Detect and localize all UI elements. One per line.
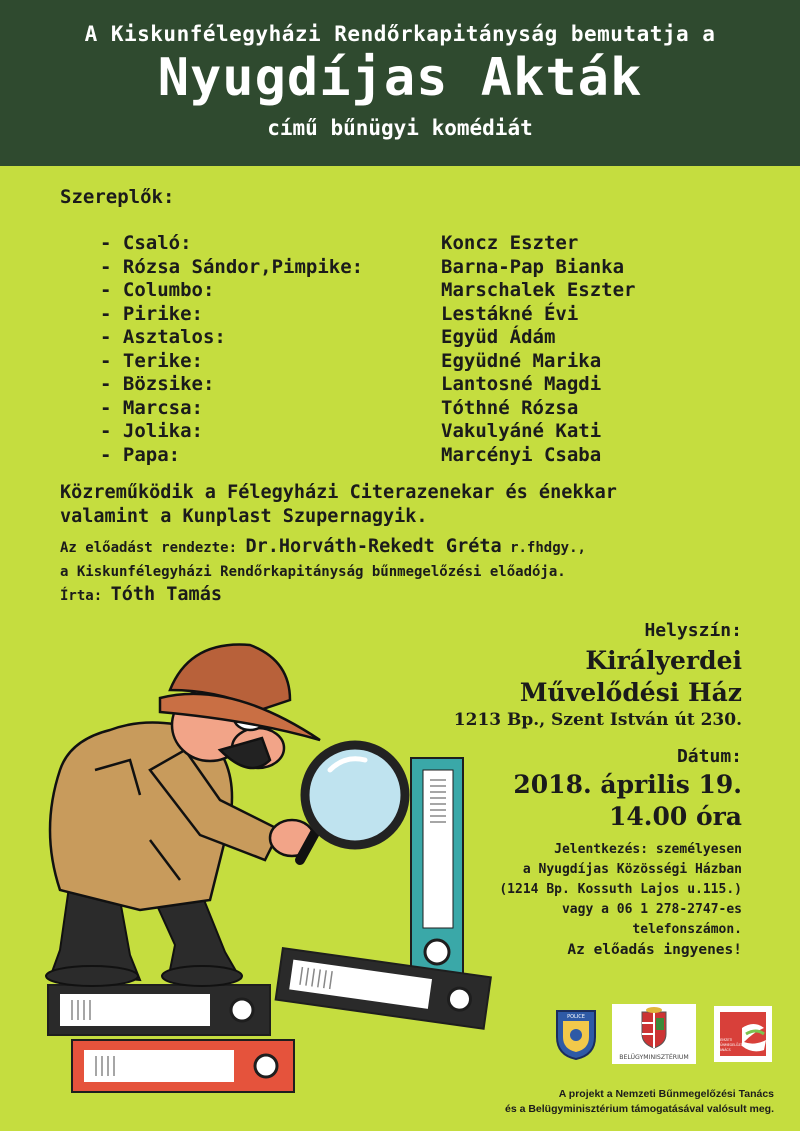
venue-address: 1213 Bp., Szent István út 230. [453, 710, 742, 730]
poster-title: Nyugdíjas Akták [157, 48, 643, 108]
contributors-line-1: Közreműködik a Félegyházi Citerazenekar és énekkar [60, 482, 617, 503]
registration-line-3: (1214 Bp. Kossuth Lajos u.115.) [499, 882, 742, 897]
cast-role: - Rózsa Sándor,Pimpike: [100, 255, 364, 278]
cast-actor: Barna-Pap Bianka [441, 255, 625, 278]
binder-red [72, 1040, 294, 1092]
cast-actor: Marschalek Eszter [441, 279, 636, 301]
cast-actor: Koncz Eszter [441, 232, 579, 254]
cast-row [100, 444, 720, 468]
cast-actor: Tóthné Rózsa [441, 396, 579, 419]
crime-prevention-council-logo [714, 1006, 772, 1062]
cast-actor: Lantosné Magdi [441, 373, 602, 395]
council-logo-text-2: BŰNMEGELŐZÉSI [718, 1043, 746, 1047]
cast-actor: Marcényi Csaba [441, 443, 602, 466]
registration-line-2: a Nyugdíjas Közösségi Házban [522, 862, 742, 877]
cast-row [100, 279, 720, 303]
ministry-logo [612, 1004, 696, 1064]
writer-credit [60, 584, 222, 605]
ministry-logo-text: BELÜGYMINISZTÉRIUM [619, 1054, 689, 1061]
cast-row [100, 350, 720, 374]
writer-name: Tóth Tamás [110, 584, 222, 605]
cast-role: - Papa: [100, 443, 181, 466]
director-credit [60, 536, 586, 557]
cast-role: - Csaló: [100, 232, 192, 254]
cast-actor: Lestákné Évi [441, 302, 579, 325]
written-prefix: Írta: [60, 588, 103, 604]
binder-black [48, 985, 270, 1035]
cast-list [100, 232, 720, 467]
venue-name-1: Királyerdei [585, 646, 742, 675]
cast-row [100, 420, 720, 444]
cast-role: - Pirike: [100, 302, 203, 325]
police-logo-text: POLICE [567, 1014, 585, 1020]
registration-line-1: Jelentkezés: személyesen [554, 842, 742, 857]
event-date: 2018. április 19. [513, 770, 742, 799]
cast-row [100, 373, 720, 397]
registration-line-4: vagy a 06 1 278-2747-es [561, 902, 742, 917]
funding-note [505, 1087, 774, 1117]
detective-illustration [0, 620, 500, 1100]
event-time: 14.00 óra [608, 802, 742, 831]
registration-info [499, 840, 742, 940]
funding-line-2: és a Belügyminisztérium támogatásával valósult meg. [504, 1103, 774, 1115]
free-admission: Az előadás ingyenes! [567, 942, 742, 958]
cast-row [100, 232, 720, 256]
contributors-text [60, 481, 617, 529]
cast-role: - Jolika: [100, 420, 203, 442]
council-logo-text-1: NEMZETI [718, 1038, 733, 1042]
funding-line-1: A projekt a Nemzeti Bűnmegelőzési Tanács [558, 1088, 774, 1100]
cast-actor: Együd Ádám [441, 326, 556, 348]
cast-heading: Szereplők: [60, 186, 175, 208]
header-subtitle: című bűnügyi komédiát [267, 116, 533, 140]
cast-row [100, 303, 720, 327]
police-logo [553, 1007, 599, 1061]
contributors-line-2: valamint a Kunplast Szupernagyik. [60, 506, 428, 527]
cast-row [100, 397, 720, 421]
cast-role: - Bözsike: [100, 373, 215, 395]
date-label: Dátum: [676, 746, 742, 767]
council-logo-text-3: TANÁCS [718, 1048, 731, 1052]
cast-actor: Vakulyáné Kati [441, 420, 602, 442]
cast-row [100, 256, 720, 280]
cast-actor: Együdné Marika [441, 349, 602, 372]
binder-teal [411, 758, 463, 980]
venue-name-2: Művelődési Ház [519, 678, 742, 707]
director-suffix: r.fhdgy., [510, 540, 586, 556]
cast-role: - Columbo: [100, 279, 215, 301]
venue-label: Helyszín: [644, 620, 742, 641]
director-role: a Kiskunfélegyházi Rendőrkapitányság bűnmegelőzési előadója. [60, 564, 566, 580]
cast-role: - Marcsa: [100, 396, 203, 419]
poster-header [0, 0, 800, 166]
registration-line-5: telefonszámon. [632, 922, 742, 937]
header-intro: A Kiskunfélegyházi Rendőrkapitányság bemutatja a [84, 22, 716, 46]
directed-prefix: Az előadást rendezte: [60, 540, 238, 556]
director-name: Dr.Horváth-Rekedt Gréta [245, 536, 502, 557]
magnifying-glass [300, 745, 405, 860]
cast-row [100, 326, 720, 350]
cast-role: - Asztalos: [100, 326, 226, 348]
cast-role: - Terike: [100, 349, 203, 372]
